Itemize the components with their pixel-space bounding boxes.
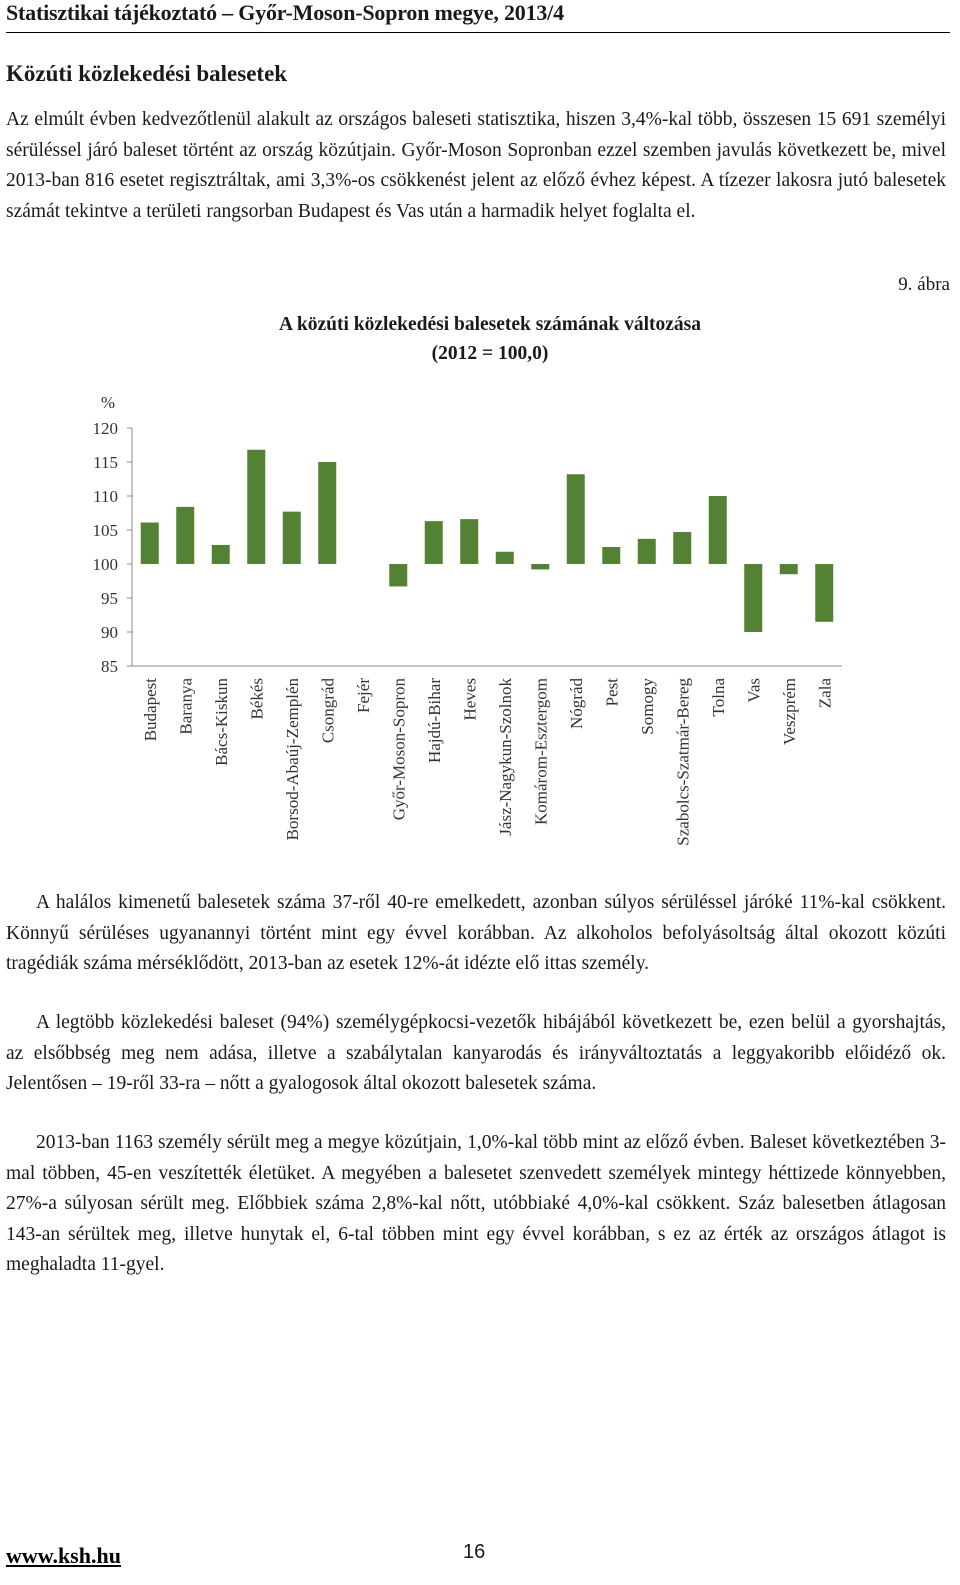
x-tick-label: Heves [460, 678, 480, 721]
paragraph-fatal: A halálos kimenetű balesetek száma 37-ről 40-re emelkedett, azonban súlyos sérüléssel járóké 11%-kal csökkent. Könnyű sérüléses ugyanannyi történt mint egy évvel korábban. Az alkoholos befolyásoltság által okozott közúti tragédiák száma mérséklődött, 2013-ban az esetek 12%-át idézte elő ittas személy. [6, 892, 946, 974]
bar [744, 564, 762, 632]
x-tick-label: Fejér [353, 678, 373, 713]
bar [247, 450, 265, 564]
bar [815, 564, 833, 622]
x-tick-label: Veszprém [779, 678, 799, 746]
x-tick-label: Győr-Moson-Sopron [389, 678, 409, 821]
bar [212, 545, 230, 564]
bar [709, 496, 727, 564]
y-tick-label: 120 [92, 419, 118, 438]
x-tick-label: Komárom-Esztergom [531, 678, 551, 825]
x-tick-label: Budapest [140, 678, 160, 742]
chart-subtitle: (2012 = 100,0) [431, 343, 549, 364]
bar [283, 512, 301, 564]
y-tick-label: 100 [92, 555, 118, 574]
y-tick-label: 105 [92, 521, 118, 540]
chart-title: A közúti közlekedési balesetek számának változása [279, 314, 701, 335]
y-axis-unit-label: % [100, 393, 116, 412]
bar [780, 564, 798, 574]
x-tick-label: Somogy [637, 678, 657, 735]
paragraph-causes: A legtöbb közlekedési baleset (94%) személygépkocsi-vezetők hibájából következett be, ezen belül a gyorshajtás, az elsőbbség meg nem adása, illetve a szabálytalan kanyarodás és irányváltoztatás a leggyakoribb előidéző ok. Jelentősen – 19-ről 33-ra – nőtt a gyalogosok által okozott balesetek száma. [6, 1012, 946, 1094]
x-tick-label: Hajdú-Bihar [424, 678, 444, 763]
x-tick-label: Zala [815, 678, 835, 709]
bar [602, 547, 620, 564]
x-tick-label: Vas [744, 678, 764, 703]
bar [531, 564, 549, 569]
y-tick-label: 110 [93, 487, 118, 506]
bar [496, 552, 514, 564]
y-tick-label: 90 [101, 623, 118, 642]
page-number: 16 [463, 1541, 486, 1563]
footer-link[interactable]: www.ksh.hu [6, 1543, 121, 1568]
bar [425, 521, 443, 564]
y-tick-label: 85 [101, 657, 118, 676]
y-tick-label: 95 [101, 589, 118, 608]
x-tick-label: Tolna [708, 678, 728, 717]
y-tick-label: 115 [93, 453, 118, 472]
x-tick-label: Jász-Nagykun-Szolnok [495, 678, 515, 836]
header-divider [6, 32, 950, 33]
x-tick-label: Bács-Kiskun [211, 678, 231, 766]
chart-title-block [190, 310, 790, 368]
figure-number: 9. ábra [898, 274, 950, 295]
paragraph-intro: Az elmúlt évben kedvezőtlenül alakult az országos baleseti statisztika, hiszen 3,4%-kal több, összesen 15 691 személyi sérüléssel járó baleset történt az ország közútjain. Győr-Moson Sopronban ezzel szemben javulás következett be, mivel 2013-ban 816 esetet regisztráltak, ami 3,3%-os csökkenést jelent az előző évhez képest. A tízezer lakosra jutó balesetek számát tekintve a területi rangsorban Budapest és Vas után a harmadik helyet foglalta el. [6, 109, 946, 222]
bar [673, 532, 691, 564]
bar-chart [0, 380, 960, 870]
paragraph-injured: 2013-ban 1163 személy sérült meg a megye közútjain, 1,0%-kal több mint az előző évben. Baleset következtében 3-mal többen, 45-en veszítették életüket. A megyében a balesetet szenvedett személyek mintegy héttizede könnyebben, 27%-a súlyosan sérült meg. Előbbiek száma 2,8%-kal nőtt, utóbbiaké 4,0%-kal csökkent. Száz balesetben átlagosan 143-an sérültek meg, illetve hunytak el, 6-tal többen mint egy évvel korábban, s ez az érték az országos átlagot is meghaladta 11-gyel. [6, 1132, 946, 1275]
x-tick-label: Pest [602, 678, 622, 707]
bar [176, 507, 194, 564]
bar [389, 564, 407, 586]
section-title: Közúti közlekedési balesetek [6, 61, 288, 86]
x-tick-label: Csongrád [318, 678, 338, 744]
bar [318, 462, 336, 564]
x-tick-label: Nógrád [566, 678, 586, 729]
x-tick-label: Borsod-Abaúj-Zemplén [282, 678, 302, 841]
bar [638, 539, 656, 564]
x-tick-label: Baranya [176, 678, 196, 735]
x-tick-label: Békés [247, 678, 267, 720]
bar [567, 474, 585, 564]
bar [460, 519, 478, 564]
x-tick-label: Szabolcs-Szatmár-Bereg [673, 678, 693, 846]
bar [141, 523, 159, 564]
publication-header: Statisztikai tájékoztató – Győr-Moson-Sopron megye, 2013/4 [6, 0, 564, 25]
